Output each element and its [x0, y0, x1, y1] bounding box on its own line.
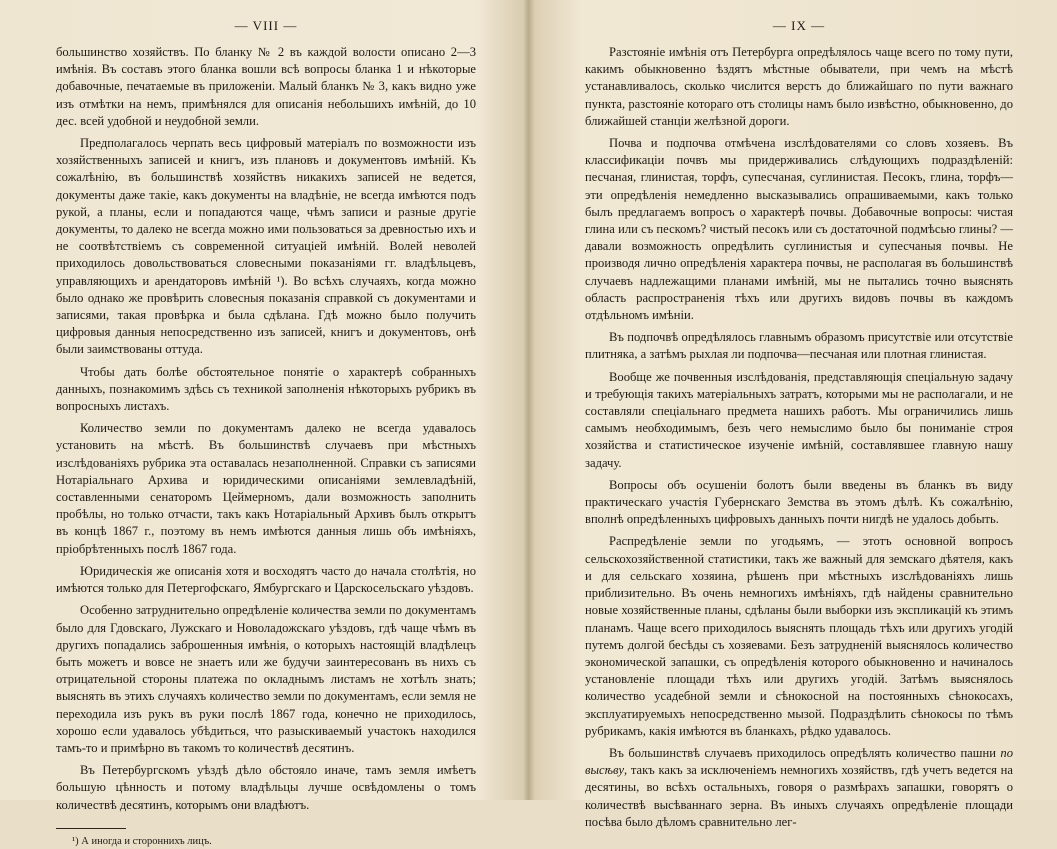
paragraph-last	[585, 745, 1013, 831]
paragraph: Вопросы объ осушеніи болотъ были введены въ бланкъ въ виду практическаго участія Губернскаго Земства въ этомъ дѣлѣ. Къ сожалѣнію, вполнѣ опредѣленныхъ цифровыхъ данныхъ почти нигдѣ не удалось добыть.	[585, 477, 1013, 527]
paragraph: Предполагалось черпать весь цифровый матеріалъ по возможности изъ хозяйственныхъ записей и книгъ, изъ плановъ и документовъ имѣній. Къ сожалѣнію, въ большинствѣ хозяйствъ никакихъ записей не ведется, документы даже такіе, какъ документы на владѣніе, не всегда имѣются подъ рукой, а планы, если и попадаются чаще, чѣмъ записи и разные другіе документы, то далеко не всегда можно ими пользоваться за древностью ихъ и не соотвѣтствіемъ съ современной ситуаціей имѣній. Волей неволей приходилось довольствоваться словесными показаніями гг. владѣльцевъ, управляющихъ и арендаторовъ имѣній ¹). Во всѣхъ случаяхъ, когда можно было однако же провѣрить словесныя показанія справкой съ документами и записями, такая провѣрка и была сдѣлана. Гдѣ можно было получить цифровыя данныя непосредственно изъ записей, книгъ и документовъ, онѣ были заимствованы оттуда.	[56, 136, 476, 357]
footnote-rule	[56, 828, 126, 829]
paragraph: Вообще же почвенныя изслѣдованія, представляющія спеціальную задачу и требующія такихъ матеріальныхъ затратъ, которыми мы не располагали, и не составляли спеціальнаго предмета нашихъ работъ. Мы ограничились лишь самымъ необходимымъ, безъ чего немыслимо было бы пониманіе строя хозяйства и статистическое изученіе имѣній, составлявшее главную нашу задачу.	[585, 369, 1013, 470]
paragraph: Разстояніе имѣнія отъ Петербурга опредѣлялось чаще всего по тому пути, какимъ обыкновенно ѣздятъ мѣстные обыватели, при чемъ на мѣстѣ устанавливалось, сколько числится верстъ до ближайшаго по пути важнаго пункта, разстояніе котораго отъ столицы намъ было извѣстно, обыкновенно, до ближайшей станціи желѣзной дороги.	[585, 45, 1013, 128]
text-run: Въ большинствѣ случаевъ приходилось опредѣлять количество пашни	[609, 745, 1001, 760]
text-run: , такъ какъ за исключеніемъ немногихъ хозяйствъ, гдѣ учетъ ведется на десятины, во всѣхъ остальныхъ, говоря о размѣрахъ запашки, говорятъ о количествѣ высѣваннаго зерна. Въ иныхъ случаяхъ опредѣленіе площади посѣва было дѣломъ сравнительно лег-	[585, 763, 1013, 829]
page-number-left: — VIII —	[234, 18, 298, 33]
footnote: ¹) А иногда и стороннихъ лицъ.	[72, 835, 212, 847]
paragraph: Юридическія же описанія хотя и восходятъ часто до начала столѣтія, но имѣются только для Петергофскаго, Ямбургскаго и Царскосельскаго уѣздовъ.	[56, 563, 476, 596]
paragraph: Распредѣленіе земли по угодьямъ, — этотъ основной вопросъ сельскохозяйственной статистики, такъ же важный для земскаго дѣятеля, какъ и для сельскаго хозяина, рѣшенъ при мѣстныхъ изслѣдованіяхъ лишь приблизительно. Въ очень немногихъ имѣніяхъ, гдѣ найдены сравнительно новые хозяйственные планы, сдѣланы были выборки изъ экспликацій къ этимъ планамъ. Чаще всего приходилось выяснять площадь тѣхъ или другихъ угодій путемъ долгой бесѣды съ хозяевами. Безъ затрудненій выяснялось количество экономической запашки, съ опредѣленія которого обыкновенно и начиналось установленіе площади тѣхъ или другихъ угодій. Затѣмъ выяснялось количество усадебной земли и сѣнокосной на постоянныхъ сѣнокосахъ, эксплуатируемыхъ непосредственно мызой. Подраздѣлить сѣнокосы по тѣмъ рубрикамъ, какія имѣются въ бланкахъ, рѣдко удавалось.	[585, 534, 1013, 738]
paragraph: Чтобы дать болѣе обстоятельное понятіе о характерѣ собранныхъ данныхъ, познакомимъ здѣсь съ техникой заполненія нѣкоторыхъ рубрикъ въ вопросныхъ листахъ.	[56, 364, 476, 414]
paragraph: Въ подпочвѣ опредѣлялось главнымъ образомъ присутствіе или отсутствіе плитняка, а затѣмъ рыхлая ли подпочва—песчаная или плотная глинистая.	[585, 330, 1013, 362]
paragraph: большинство хозяйствъ. По бланку № 2 въ каждой волости описано 2—3 имѣнія. Въ составъ этого бланка вошли всѣ вопросы бланка 1 и нѣкоторые добавочные, печатаемые въ приложеніи. Малый бланкъ № 3, какъ видно уже изъ отмѣтки на немъ, примѣнялся для описанія небольшихъ имѣній, до 10 дес. всей удобной и неудобной земли.	[56, 45, 476, 128]
right-page	[529, 0, 1057, 829]
paragraph: Особенно затруднительно опредѣленіе количества земли по документамъ было для Гдовскаго, Лужскаго и Новоладожскаго уѣздовъ, гдѣ чаще чѣмъ въ другихъ попадались заброшенныя имѣнія, о которыхъ настоящій владѣлецъ быть можетъ и вовсе не знаетъ или же будучи заинтересованъ въ нихъ съ отрицательной стороны платежа по окладнымъ листамъ не хотѣлъ знать; выяснять въ этихъ случаяхъ количество земли по документамъ, если земля не переходила изъ рукъ въ руки послѣ 1867 года, конечно не приходилось, хорошо если удавалось убѣдиться, что разыскиваемый участокъ находился тамъ-то и примѣрно въ такомъ то количествѣ десятинъ.	[56, 603, 476, 755]
left-page	[0, 0, 528, 847]
paragraph: Почва и подпочва отмѣчена изслѣдователями со словъ хозяевъ. Въ классификаціи почвъ мы придерживались слѣдующихъ подраздѣленій: песчаная, глинистая, торфъ, супесчаная, суглинистая. Песокъ, глина, торфъ—эти опредѣленія немедленно высказывались опрашиваемыми, какъ только былъ предлагаемъ вопросъ о характерѣ почвы. Добавочные вопросы: чистая глина или съ пескомъ? чистый песокъ или съ достаточной подмѣсью глины? — давали возможность опредѣлить суглинистыя и супесчаныя почвы. Не производя лично опредѣленія характера почвы, не располагая въ большинствѣ случаевъ надлежащими планами имѣній, мы не пытались точно выяснять область распространенія тѣхъ или другихъ видовъ почвы въ каждомъ отдѣльномъ имѣніи.	[585, 136, 1013, 323]
right-page-text	[585, 44, 1013, 831]
paragraph: Въ Петербургскомъ уѣздѣ дѣло обстояло иначе, тамъ земля имѣетъ большую цѣнность и потому владѣльцы лучше освѣдомлены о томъ количествѣ десятинъ, которымъ они владѣютъ.	[56, 763, 476, 812]
paragraph: Количество земли по документамъ далеко не всегда удавалось установить на мѣстѣ. Въ большинствѣ случаевъ при мѣстныхъ изслѣдованіяхъ рубрика эта оставалась незаполненной. Справки съ записями Нотаріальнаго Архива и юридическими описаніями землевладѣній, составленными сенаторомъ Цеймерномъ, дали возможность заполнить пробѣлы, но только отчасти, такъ какъ Нотаріальный Архивъ былъ открытъ въ концѣ 1867 г., поэтому въ немъ имѣются данныя лишь объ имѣніяхъ, пріобрѣтенныхъ послѣ 1867 года.	[56, 421, 476, 556]
italic-term: по высѣву	[585, 745, 1013, 778]
left-page-text	[56, 44, 476, 814]
page-number-right: — IX —	[772, 18, 826, 33]
